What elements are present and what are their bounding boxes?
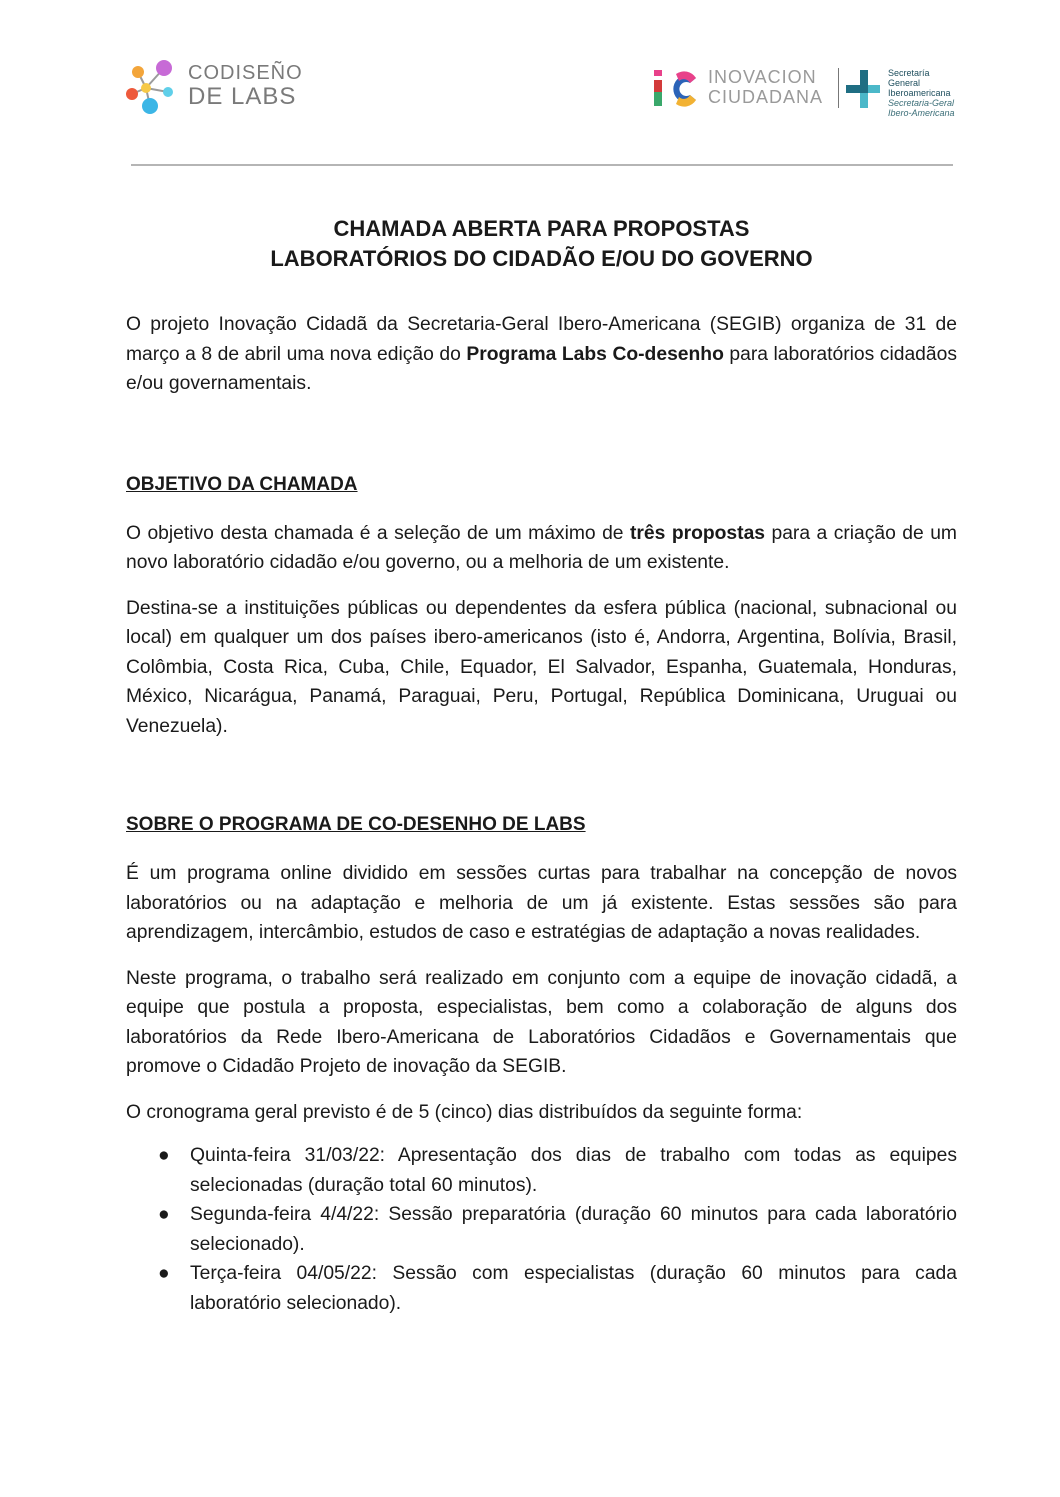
ic-logo-icon (652, 68, 702, 108)
intro-text-2: para laboratórios cidadãos e/ou governamentais. (126, 343, 957, 394)
segib-logo-icon (846, 70, 880, 108)
section-heading-programa: SOBRE O PROGRAMA DE CO-DESENHO DE LABS (126, 814, 586, 835)
list-item (126, 1259, 957, 1318)
list-item (126, 1200, 957, 1259)
page-header (0, 0, 1060, 170)
codiseno-de-labs-logo (124, 58, 314, 118)
schedule-item-text: Terça-feira 04/05/22: Sessão com especialistas (duração 60 minutos para cada laboratório selecionado). (190, 1263, 957, 1314)
programa-paragraph-3: O cronograma geral previsto é de 5 (cinco) dias distribuídos da seguinte forma: (126, 1101, 803, 1123)
inovacao-cidada-segib-logo (652, 66, 962, 116)
segib-line-4: Ibero-Americana (888, 108, 955, 118)
molecule-logo-icon (124, 58, 186, 118)
segib-line-3: Secretaria-Geral (888, 98, 955, 108)
title-line-2: LABORATÓRIOS DO CIDADÃO E/OU DO GOVERNO (270, 246, 813, 271)
list-item (126, 1141, 957, 1200)
bullet-icon: ● (158, 1204, 170, 1225)
bullet-icon: ● (158, 1263, 170, 1284)
header-divider (131, 164, 953, 166)
segib-line-1: Secretaría General (888, 68, 930, 88)
section-heading-objetivo: OBJETIVO DA CHAMADA (126, 473, 358, 495)
title-line-1: CHAMADA ABERTA PARA PROPOSTAS (333, 216, 750, 241)
objetivo-text-2: para a criação de um novo laboratório cidadão e/ou governo, ou a melhoria de um existente. (126, 522, 957, 573)
programa-paragraph-1: É um programa online dividido em sessões curtas para trabalhar na concepção de novos laboratórios ou na adaptação e melhoria de um já existente. Estas sessões são para aprendizagem, intercâmbio, estudos de caso e estratégias de adaptação a novas realidades. (126, 863, 957, 943)
programa-paragraph-2: Neste programa, o trabalho será realizado em conjunto com a equipe de inovação cidadã, a equipe que postula a proposta, especialistas, bem como a colaboração de alguns dos laboratórios da Rede Ibero-Americana de Laboratórios Cidadãos e Governamentais que promove o Cidadão Projeto de inovação da SEGIB. (126, 967, 957, 1077)
ic-line-1: INOVACION (708, 67, 817, 87)
intro-bold: Programa Labs Co-desenho (466, 343, 724, 365)
schedule-item-text: Quinta-feira 31/03/22: Apresentação dos dias de trabalho com todas as equipes selecionadas (duração total 60 minutos). (190, 1145, 957, 1196)
logo-line-2: DE LABS (188, 83, 297, 110)
document-body (126, 214, 957, 1318)
schedule-list (126, 1141, 957, 1318)
logo-separator (838, 68, 839, 108)
objetivo-text-1: O objetivo desta chamada é a seleção de um máximo de (126, 522, 630, 544)
segib-line-2: Iberoamericana (888, 88, 951, 98)
intro-text-1: O projeto Inovação Cidadã da Secretaria-Geral Ibero-Americana (SEGIB) organiza de 31 de março a 8 de abril uma nova edição do (126, 314, 957, 365)
document-title (126, 214, 957, 274)
intro-paragraph (126, 310, 957, 399)
objetivo-bold: três propostas (630, 522, 766, 544)
logo-line-1: CODISEÑO (188, 62, 303, 84)
schedule-item-text: Segunda-feira 4/4/22: Sessão preparatória (duração 60 minutos para cada laboratório selecionado). (190, 1204, 957, 1255)
objetivo-paragraph-2: Destina-se a instituições públicas ou dependentes da esfera pública (nacional, subnacional ou local) em qualquer um dos países ibero-americanos (isto é, Andorra, Argentina, Bolívia, Brasil, Colômbia, Costa Rica, Cuba, Chile, Equador, El Salvador, Espanha, Guatemala, Honduras, México, Nicarágua, Panamá, Paraguai, Peru, Portugal, República Dominicana, Uruguai ou Venezuela). (126, 597, 957, 737)
bullet-icon: ● (158, 1145, 170, 1166)
objetivo-paragraph-1 (126, 519, 957, 578)
ic-line-2: CIUDADANA (708, 87, 824, 107)
